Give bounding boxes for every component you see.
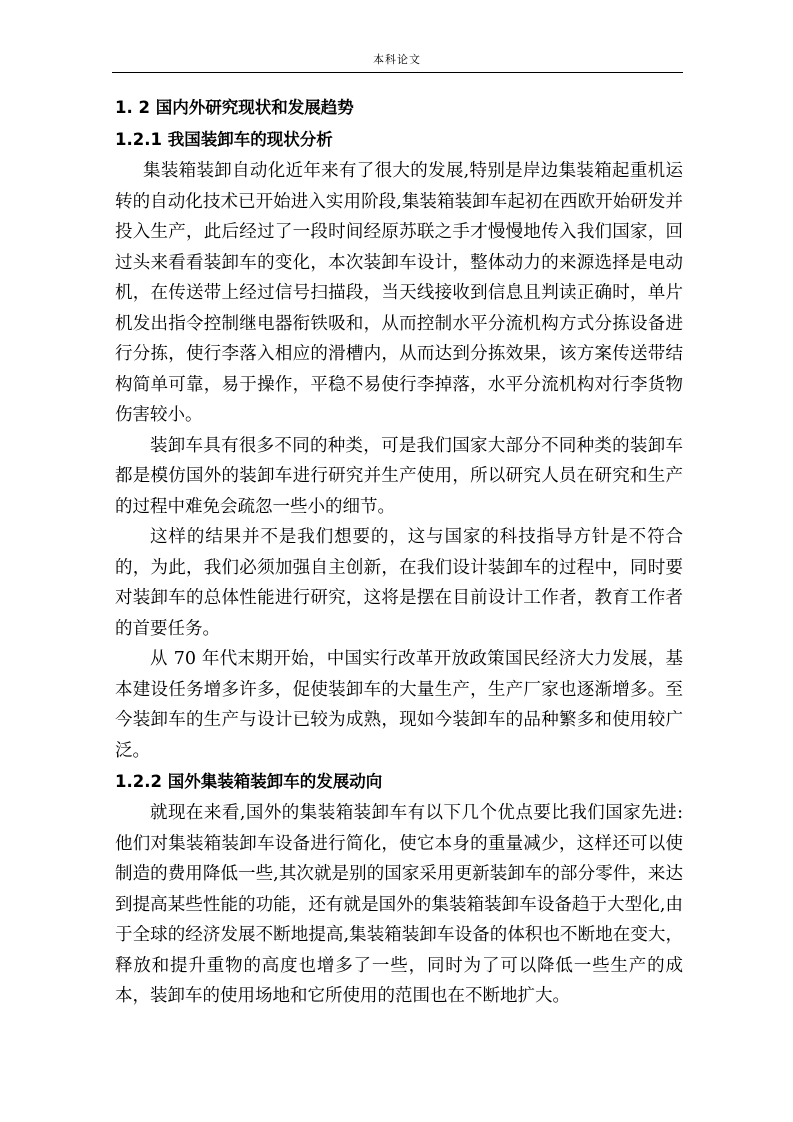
header-divider bbox=[112, 72, 683, 73]
section-heading-1-2-1: 1.2.1 我国装卸车的现状分析 bbox=[115, 130, 333, 149]
body-paragraph: 装卸车具有很多不同的种类，可是我们国家大部分不同种类的装卸车都是模仿国外的装卸车进行研究并生产使用，所以研究人员在研究和生产的过程中难免会疏忽一些小的细节。 bbox=[115, 435, 683, 517]
document-body bbox=[115, 92, 683, 1012]
section-heading-1-2-2: 1.2.2 国外集装箱装卸车的发展动向 bbox=[115, 772, 383, 791]
body-paragraph: 集装箱装卸自动化近年来有了很大的发展,特别是岸边集装箱起重机运转的自动化技术已开始进入实用阶段,集装箱装卸车起初在西欧开始研发并投入生产，此后经过了一段时间经原苏联之手才慢慢地传入我们国家，回过头来看看装卸车的变化，本次装卸车设计，整体动力的来源选择是电动机，在传送带上经过信号扫描段，当天线接收到信息且判读正确时，单片机发出指令控制继电器衔铁吸和，从而控制水平分流机构方式分拣设备进行分拣，使行李落入相应的滑槽内，从而达到分拣效果，该方案传送带结构简单可靠，易于操作，平稳不易使行李掉落，水平分流机构对行李货物伤害较小。 bbox=[115, 161, 683, 425]
section-heading-1-2: 1. 2 国内外研究现状和发展趋势 bbox=[115, 98, 354, 117]
body-paragraph: 这样的结果并不是我们想要的，这与国家的科技指导方针是不符合的，为此，我们必须加强自主创新，在我们设计装卸车的过程中，同时要对装卸车的总体性能进行研究，这将是摆在目前设计工作者，教育工作者的首要任务。 bbox=[115, 527, 683, 639]
body-paragraph: 从 70 年代末期开始，中国实行改革开放政策国民经济大力发展，基本建设任务增多许多，促使装卸车的大量生产，生产厂家也逐渐增多。至今装卸车的生产与设计已较为成熟，现如今装卸车的品种繁多和使用较广泛。 bbox=[115, 649, 683, 761]
page-header-title: 本科论文 bbox=[373, 53, 421, 66]
body-paragraph: 就现在来看,国外的集装箱装卸车有以下几个优点要比我们国家先进:他们对集装箱装卸车设备进行简化，使它本身的重量减少，这样还可以使制造的费用降低一些,其次就是别的国家采用更新装卸车的部分零件，来达到提高某些性能的功能，还有就是国外的集装箱装卸车设备趋于大型化,由于全球的经济发展不断地提高,集装箱装卸车设备的体积也不断地在变大，释放和提升重物的高度也增多了一些，同时为了可以降低一些生产的成本，装卸车的使用场地和它所使用的范围也在不断地扩大。 bbox=[115, 803, 683, 1006]
